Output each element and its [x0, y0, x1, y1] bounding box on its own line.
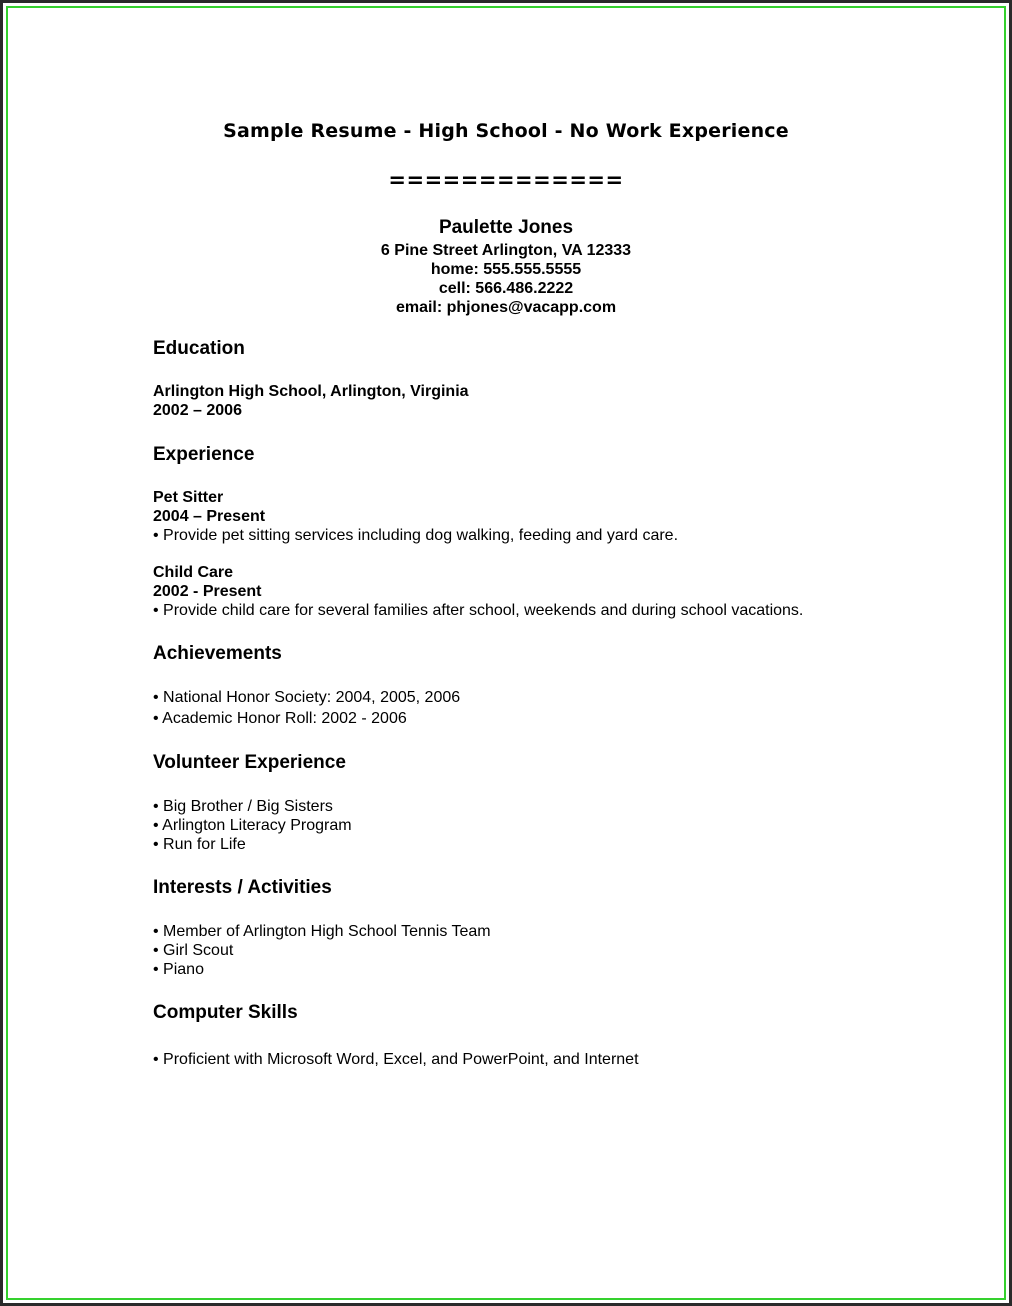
education-years: 2002 – 2006	[153, 402, 242, 419]
volunteer-item: • Big Brother / Big Sisters	[153, 798, 333, 815]
document-title: Sample Resume - High School - No Work Experience	[223, 120, 789, 142]
skill-item: • Proficient with Microsoft Word, Excel, and PowerPoint, and Internet	[153, 1051, 639, 1068]
address: 6 Pine Street Arlington, VA 12333	[380, 242, 632, 259]
achievement-item: • Academic Honor Roll: 2002 - 2006	[153, 710, 407, 727]
volunteer-heading: Volunteer Experience	[153, 752, 346, 773]
job-title: Child Care	[153, 564, 234, 581]
job-detail: • Provide pet sitting services including dog walking, feeding and yard care.	[153, 527, 679, 544]
interest-item: • Piano	[153, 961, 204, 978]
volunteer-item: • Run for Life	[153, 836, 246, 853]
achievement-item: • National Honor Society: 2004, 2005, 2006	[153, 689, 461, 706]
contact-block	[0, 215, 1012, 317]
interest-item: • Member of Arlington High School Tennis Team	[153, 923, 491, 940]
experience-heading: Experience	[153, 444, 255, 465]
job-years: 2004 – Present	[153, 508, 266, 525]
volunteer-item: • Arlington Literacy Program	[153, 817, 352, 834]
interest-item: • Girl Scout	[153, 942, 234, 959]
cell-phone: cell: 566.486.2222	[438, 280, 574, 297]
job-title: Pet Sitter	[153, 489, 224, 506]
person-name: Paulette Jones	[438, 217, 574, 238]
education-heading: Education	[153, 338, 245, 359]
achievements-heading: Achievements	[153, 643, 282, 664]
job-years: 2002 - Present	[153, 583, 262, 600]
home-phone: home: 555.555.5555	[430, 261, 582, 278]
education-school: Arlington High School, Arlington, Virginia	[153, 383, 469, 400]
skills-heading: Computer Skills	[153, 1002, 298, 1023]
email: email: phjones@vacapp.com	[395, 299, 617, 316]
interests-heading: Interests / Activities	[153, 877, 332, 898]
title-separator: =============	[388, 168, 624, 192]
job-detail: • Provide child care for several families after school, weekends and during school vacations.	[153, 602, 804, 619]
